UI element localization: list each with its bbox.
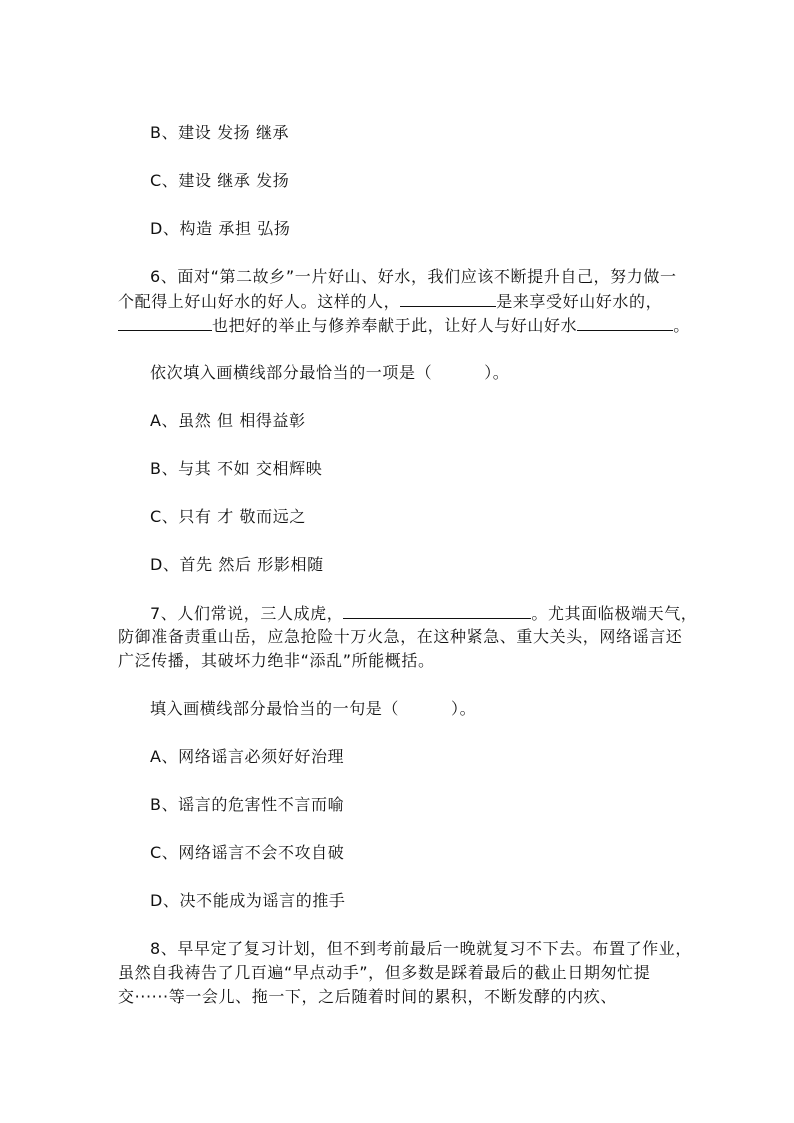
q6-option-a: A、虽然 但 相得益彰 — [150, 411, 306, 430]
q7-option-c: C、网络谣言不会不攻自破 — [150, 843, 345, 862]
q6-prompt-text: ）。 — [484, 363, 510, 382]
q6-prompt — [150, 363, 509, 383]
q6-stem-line-2 — [118, 291, 662, 312]
q6-stem-text: 个配得上好山好水的好人。这样的人， — [118, 292, 401, 311]
answer-blank — [118, 315, 212, 331]
q6-stem-text: 。 — [673, 316, 690, 335]
q7-option-b: B、谣言的危害性不言而喻 — [150, 795, 345, 814]
q7-stem-line-1 — [150, 603, 697, 624]
q6-stem-line-1: 6、面对“第二故乡”一片好山、好水，我们应该不断提升自己，努力做一 — [150, 267, 677, 286]
q7-stem-text: 。尤其面临极端天气， — [531, 604, 698, 623]
q5-option-c: C、建设 继承 发扬 — [150, 171, 290, 190]
answer-blank — [343, 603, 531, 619]
q6-stem-text: 也把好的举止与修养奉献于此，让好人与好山好水 — [212, 316, 578, 335]
q5-option-d: D、构造 承担 弘扬 — [150, 219, 291, 238]
q6-stem-line-3 — [118, 315, 690, 336]
q7-stem-line-3: 广泛传播，其破坏力绝非“添乱”所能概括。 — [118, 651, 435, 670]
q6-prompt-text: 依次填入画横线部分最恰当的一项是（ — [150, 363, 433, 382]
q8-stem-line-2: 虽然自我祷告了几百遍“早点动手”，但多数是踩着最后的截止日期匆忙提 — [118, 963, 651, 982]
answer-blank — [577, 315, 673, 331]
q7-stem-text: 7、人们常说，三人成虎， — [150, 604, 344, 623]
answer-blank — [400, 291, 496, 307]
q8-stem-line-3: 交······等一会儿、拖一下，之后随着时间的累积，不断发酵的内疚、 — [118, 987, 617, 1006]
q7-prompt — [150, 699, 476, 719]
q7-prompt-text: ）。 — [451, 699, 477, 718]
q6-option-c: C、只有 才 敬而远之 — [150, 507, 306, 526]
q7-prompt-text: 填入画横线部分最恰当的一句是（ — [150, 699, 400, 718]
q8-stem-line-1: 8、早早定了复习计划，但不到考前最后一晚就复习不下去。布置了作业， — [150, 939, 692, 958]
q7-option-d: D、决不能成为谣言的推手 — [150, 891, 346, 910]
q6-stem-text: 是来享受好山好水的， — [496, 292, 663, 311]
q7-stem-line-2: 防御准备责重山岳，应急抢险十万火急，在这种紧急、重大关头，网络谣言还 — [118, 627, 683, 646]
q6-option-d: D、首先 然后 形影相随 — [150, 555, 324, 574]
q5-option-b: B、建设 发扬 继承 — [150, 123, 290, 142]
q6-option-b: B、与其 不如 交相辉映 — [150, 459, 323, 478]
q7-option-a: A、网络谣言必须好好治理 — [150, 747, 345, 766]
